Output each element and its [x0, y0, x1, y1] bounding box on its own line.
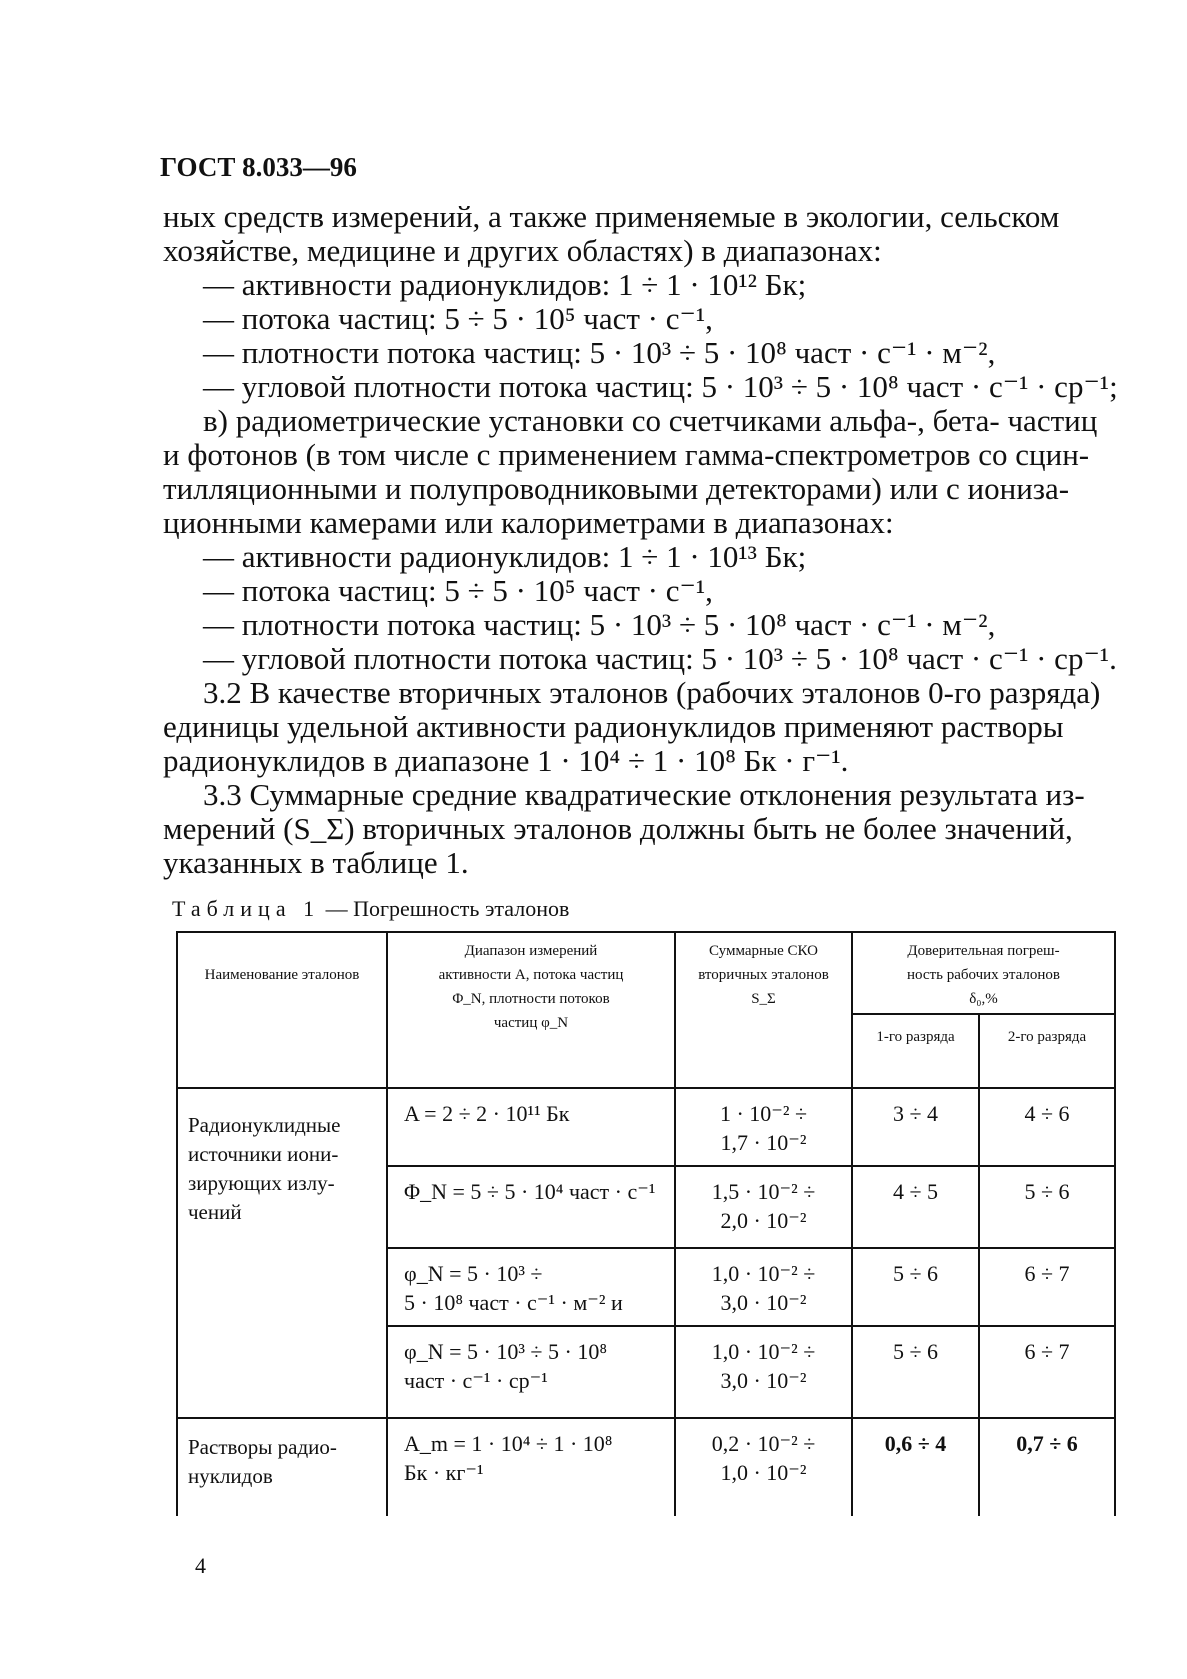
- text-line: 3.2 В качестве вторичных эталонов (рабочих эталонов 0-го разряда): [203, 675, 1101, 710]
- text-line: — плотности потока частиц: 5 · 10³ ÷ 5 · 10⁸ част · с⁻¹ · м⁻²,: [203, 335, 996, 370]
- table-caption: [172, 896, 569, 922]
- table-cell-range: φ_N = 5 · 10³ ÷ 5 · 10⁸ част · с⁻¹ · ср⁻¹: [387, 1326, 675, 1418]
- column-header-rank1: 1-го разряда: [852, 1014, 979, 1088]
- column-header-range-line: Диапазон измерений: [464, 943, 598, 959]
- text-line: — потока частиц: 5 ÷ 5 · 10⁵ част · с⁻¹,: [203, 301, 713, 336]
- column-header-sko-line: S_Σ: [751, 991, 776, 1007]
- text-line: и фотонов (в том числе с применением гамма-спектрометров со сцин-: [163, 437, 1090, 472]
- text-line: радионуклидов в диапазоне 1 · 10⁴ ÷ 1 · 10⁸ Бк · г⁻¹.: [163, 743, 849, 778]
- table-cell-rank1: 4 ÷ 5: [852, 1166, 979, 1248]
- table-cell-rank2: 6 ÷ 7: [979, 1248, 1115, 1326]
- table-cell-range: φ_N = 5 · 10³ ÷ 5 · 10⁸ част · с⁻¹ · м⁻² и: [387, 1248, 675, 1326]
- column-header-confidence-line: δ₀,%: [969, 991, 998, 1007]
- column-header-sko-line: Суммарные СКО: [709, 943, 818, 959]
- error-table: [176, 931, 1116, 1516]
- text-line: — активности радионуклидов: 1 ÷ 1 · 10¹² Бк;: [203, 267, 807, 302]
- text-line: единицы удельной активности радионуклидов применяют растворы: [163, 709, 1064, 744]
- table-cell-rank1: 5 ÷ 6: [852, 1248, 979, 1326]
- table-cell-rank1: 5 ÷ 6: [852, 1326, 979, 1418]
- column-header-confidence-line: Доверительная погреш-: [907, 943, 1060, 959]
- table-cell-sko: 1,5 · 10⁻² ÷ 2,0 · 10⁻²: [675, 1166, 852, 1248]
- column-header-confidence-line: ность рабочих эталонов: [907, 967, 1060, 983]
- table-cell-range: A_m = 1 · 10⁴ ÷ 1 · 10⁸ Бк · кг⁻¹: [387, 1418, 675, 1516]
- text-line: в) радиометрические установки со счетчиками альфа-, бета- частиц: [203, 403, 1098, 438]
- text-line: тилляционными и полупроводниковыми детекторами) или с иониза-: [163, 471, 1070, 506]
- table-cell-rank2: 0,7 ÷ 6: [979, 1418, 1115, 1516]
- column-header-name: Наименование эталонов: [177, 932, 387, 1088]
- table-cell-range: A = 2 ÷ 2 · 10¹¹ Бк: [387, 1088, 675, 1166]
- table-row-name: Радионуклидные источники иони- зирующих излу- чений: [177, 1088, 387, 1418]
- table-cell-rank2: 6 ÷ 7: [979, 1326, 1115, 1418]
- table-cell-rank1: 0,6 ÷ 4: [852, 1418, 979, 1516]
- table-caption-text: — Погрешность эталонов: [325, 896, 570, 921]
- text-line: ных средств измерений, а также применяемые в экологии, сельском: [163, 199, 1060, 234]
- column-header-rank2: 2-го разряда: [979, 1014, 1115, 1088]
- table-cell-rank2: 5 ÷ 6: [979, 1166, 1115, 1248]
- text-line: — угловой плотности потока частиц: 5 · 10³ ÷ 5 · 10⁸ част · с⁻¹ · ср⁻¹;: [203, 369, 1118, 404]
- column-header-range: [387, 932, 675, 1088]
- column-header-sko-line: вторичных эталонов: [698, 967, 829, 983]
- text-line: хозяйстве, медицине и других областях) в диапазонах:: [163, 233, 882, 268]
- table-cell-range: Φ_N = 5 ÷ 5 · 10⁴ част · с⁻¹: [387, 1166, 675, 1248]
- text-line: 3.3 Суммарные средние квадратические отклонения результата из-: [203, 777, 1085, 812]
- table-cell-rank1: 3 ÷ 4: [852, 1088, 979, 1166]
- table-cell-rank2: 4 ÷ 6: [979, 1088, 1115, 1166]
- text-line: — плотности потока частиц: 5 · 10³ ÷ 5 · 10⁸ част · с⁻¹ · м⁻²,: [203, 607, 996, 642]
- table-caption-label: Таблица 1: [172, 896, 321, 921]
- text-line: ционными камерами или калориметрами в диапазонах:: [163, 505, 894, 540]
- column-header-sko: [675, 932, 852, 1088]
- table-row-name: Растворы радио- нуклидов: [177, 1418, 387, 1516]
- text-line: указанных в таблице 1.: [163, 845, 469, 880]
- column-header-range-line: Φ_N, плотности потоков: [452, 991, 610, 1007]
- text-line: — активности радионуклидов: 1 ÷ 1 · 10¹³ Бк;: [203, 539, 807, 574]
- table-cell-sko: 1 · 10⁻² ÷ 1,7 · 10⁻²: [675, 1088, 852, 1166]
- text-line: — угловой плотности потока частиц: 5 · 10³ ÷ 5 · 10⁸ част · с⁻¹ · ср⁻¹.: [203, 641, 1117, 676]
- page-number: 4: [195, 1553, 206, 1578]
- text-line: — потока частиц: 5 ÷ 5 · 10⁵ част · с⁻¹,: [203, 573, 713, 608]
- text-line: мерений (S_Σ) вторичных эталонов должны быть не более значений,: [163, 811, 1073, 846]
- document-header: ГОСТ 8.033—96: [160, 152, 357, 182]
- table-cell-sko: 0,2 · 10⁻² ÷ 1,0 · 10⁻²: [675, 1418, 852, 1516]
- column-header-confidence: [852, 932, 1115, 1014]
- column-header-range-line: активности A, потока частиц: [438, 967, 624, 983]
- table-cell-sko: 1,0 · 10⁻² ÷ 3,0 · 10⁻²: [675, 1248, 852, 1326]
- table-cell-sko: 1,0 · 10⁻² ÷ 3,0 · 10⁻²: [675, 1326, 852, 1418]
- column-header-range-line: частиц φ_N: [493, 1015, 569, 1031]
